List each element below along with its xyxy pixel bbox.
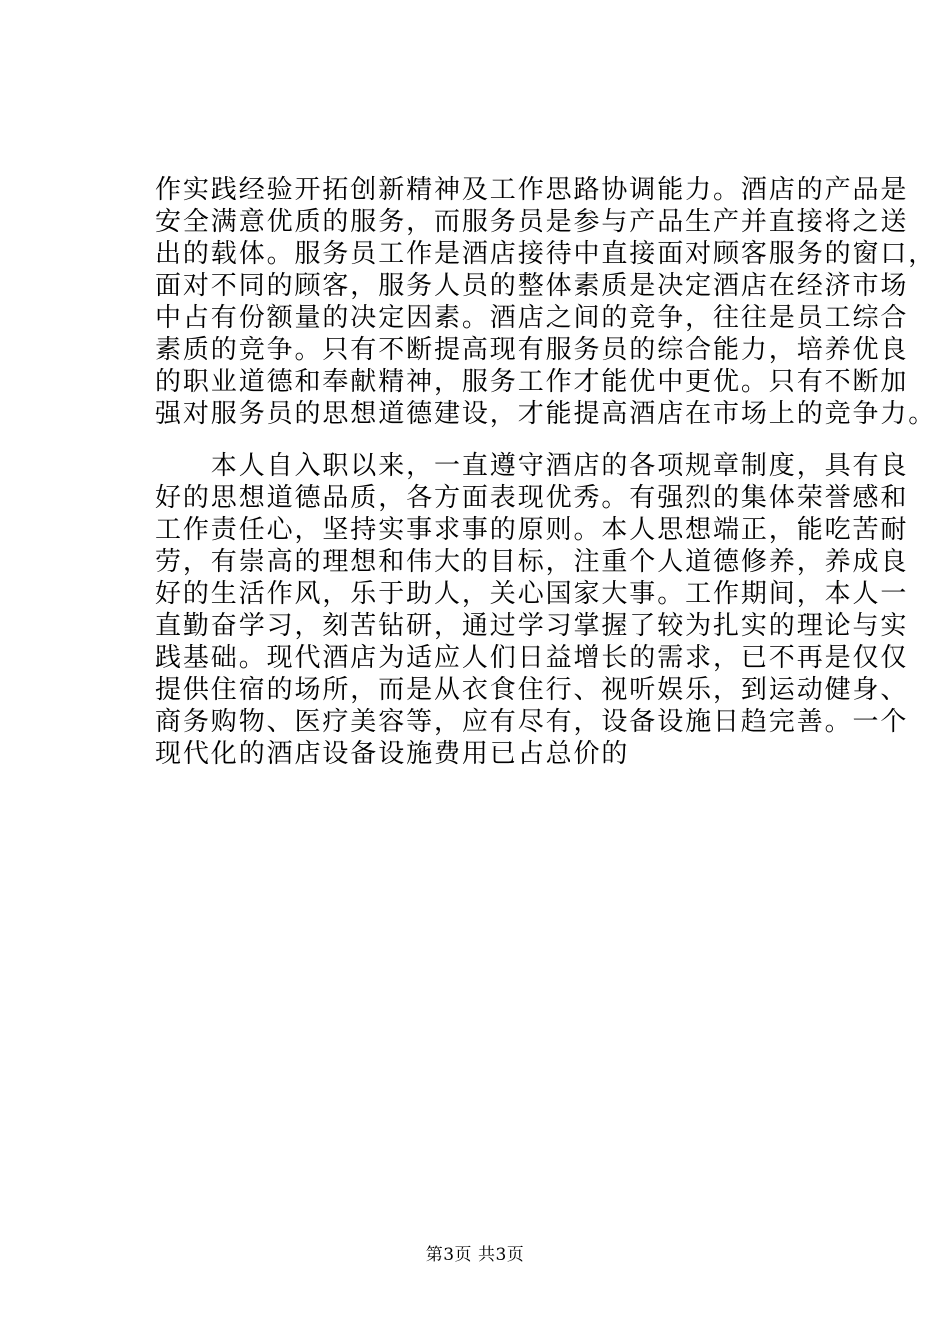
text-line: 中占有份额量的决定因素。酒店之间的竞争，往往是员工综合: [155, 303, 909, 333]
text-line: 安全满意优质的服务，而服务员是参与产品生产并直接将之送: [155, 207, 909, 237]
text-line: 作实践经验开拓创新精神及工作思路协调能力。酒店的产品是: [155, 175, 909, 205]
body-paragraph: [155, 174, 937, 430]
text-line: 好的思想道德品质，各方面表现优秀。有强烈的集体荣誉感和: [155, 483, 909, 513]
body-paragraph: [155, 450, 909, 770]
text-line: 提供住宿的场所，而是从衣食住行、视听娱乐，到运动健身、: [155, 675, 909, 705]
text-line: 现代化的酒店设备设施费用已占总价的: [155, 739, 630, 769]
text-line: 直勤奋学习，刻苦钻研，通过学习掌握了较为扎实的理论与实: [155, 611, 909, 641]
text-line: 本人自入职以来，一直遵守酒店的各项规章制度，具有良: [155, 451, 909, 481]
text-line: 的职业道德和奉献精神，服务工作才能优中更优。只有不断加: [155, 367, 909, 397]
text-line: 劳，有崇高的理想和伟大的目标，注重个人道德修养，养成良: [155, 547, 909, 577]
text-line: 商务购物、医疗美容等，应有尽有，设备设施日趋完善。一个: [155, 707, 909, 737]
text-line: 好的生活作风，乐于助人，关心国家大事。工作期间，本人一: [155, 579, 909, 609]
text-line: 素质的竞争。只有不断提高现有服务员的综合能力，培养优良: [155, 335, 909, 365]
text-line: 强对服务员的思想道德建设，才能提高酒店在市场上的竞争力。: [155, 399, 937, 429]
text-line: 工作责任心，坚持实事求事的原则。本人思想端正，能吃苦耐: [155, 515, 909, 545]
page-number-footer: 第3页 共3页: [425, 1245, 525, 1265]
text-line: 出的载体。服务员工作是酒店接待中直接面对顾客服务的窗口，: [155, 239, 937, 269]
text-line: 践基础。现代酒店为适应人们日益增长的需求，已不再是仅仅: [155, 643, 909, 673]
text-line: 面对不同的顾客，服务人员的整体素质是决定酒店在经济市场: [155, 271, 909, 301]
